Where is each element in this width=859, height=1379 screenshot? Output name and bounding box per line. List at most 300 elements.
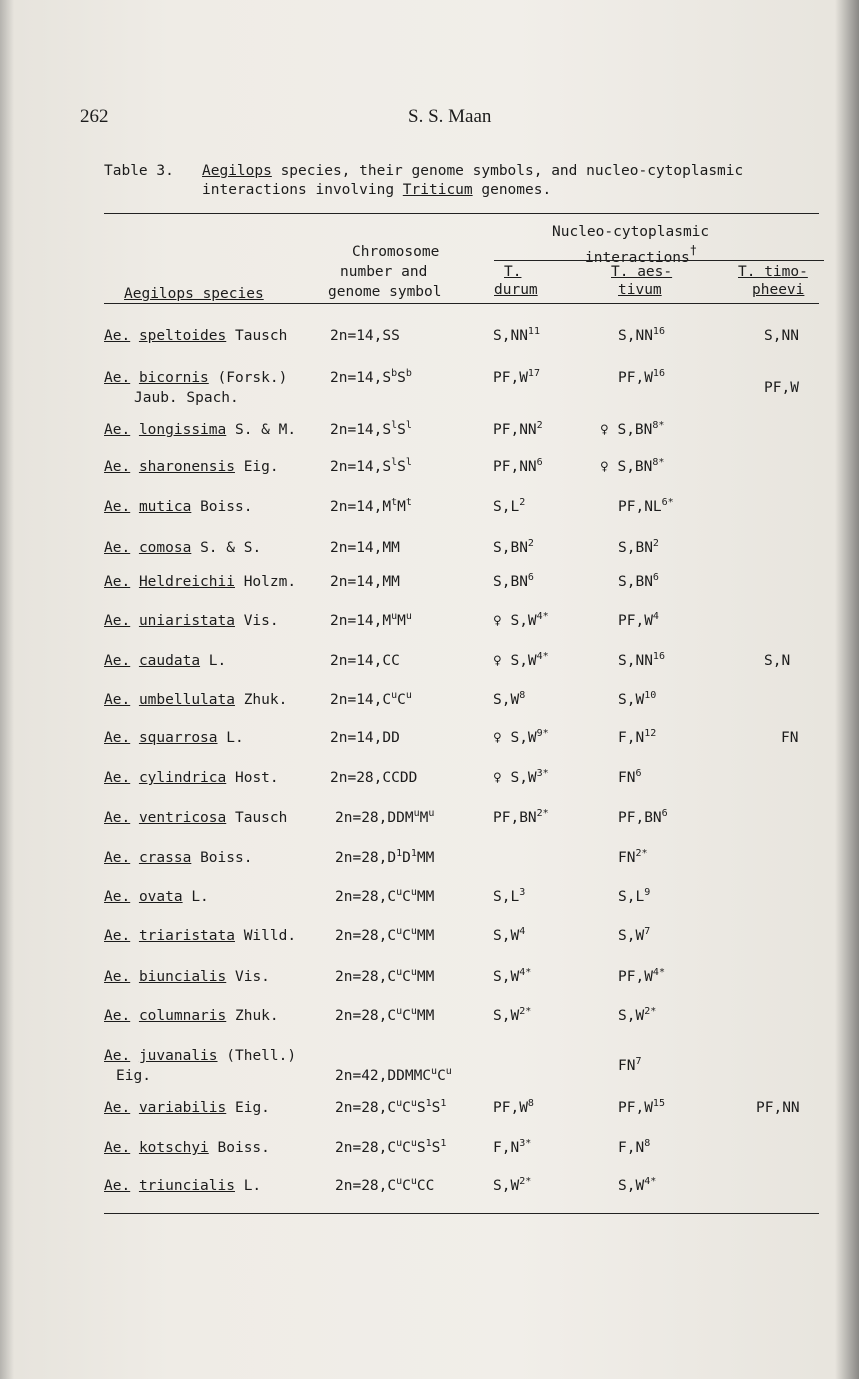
table-row [0, 1046, 859, 1086]
species-name: juvanalis [138, 1048, 218, 1064]
table-row [0, 1176, 859, 1216]
species-name: sharonensis [138, 459, 235, 475]
genus-abbrev: Ae. [104, 969, 131, 985]
species-name: uniaristata [138, 613, 235, 629]
page-number: 262 [80, 106, 109, 127]
species-cell [104, 728, 244, 748]
durum-cell [493, 1006, 531, 1026]
table-row [0, 728, 859, 768]
chromosome-text: 2n=28,C [335, 928, 397, 944]
aestivum-value: PF,W [618, 969, 653, 985]
durum-sup: 2 [527, 538, 534, 549]
aestivum-cell [618, 1056, 642, 1076]
chromosome-cell [335, 808, 434, 828]
caption-line-1 [202, 162, 743, 181]
aestivum-value: PF,NL [618, 499, 662, 515]
chromosome-text: C [402, 1100, 411, 1116]
species-cell [104, 1006, 279, 1026]
aestivum-cell [618, 572, 659, 592]
table-row [0, 768, 859, 808]
chromosome-cell [335, 1006, 434, 1026]
species-authority: Boiss. [200, 499, 253, 515]
genus-abbrev: Ae. [104, 574, 131, 590]
aestivum-sup: 16 [652, 368, 665, 379]
chromosome-text: C [402, 1140, 411, 1156]
aestivum-cell [618, 651, 665, 671]
chromosome-sup: b [391, 368, 398, 379]
table-row [0, 368, 859, 408]
durum-cell [493, 651, 549, 671]
aestivum-value: S,BN [618, 574, 653, 590]
chromosome-text: 2n=14,M [330, 499, 392, 515]
aestivum-value: PF,W [618, 1100, 653, 1116]
species-cell [104, 1176, 261, 1196]
durum-cell [493, 420, 543, 440]
chromosome-text: 2n=14,S [330, 459, 392, 475]
timopheevi-cell [764, 378, 799, 398]
durum-sup: 3 [519, 887, 526, 898]
chromosome-text: S [431, 1140, 441, 1156]
species-name: bicornis [138, 370, 209, 386]
species-name: longissima [138, 422, 227, 438]
chromosome-text: 2n=28,DDM [335, 810, 414, 826]
species-authority: Zhuk. [243, 692, 288, 708]
aestivum-sup: 2* [635, 848, 648, 859]
genus-abbrev: Ae. [104, 613, 131, 629]
chromosome-text: 2n=28,C [335, 1178, 397, 1194]
chromosome-text: 2n=14,C [330, 692, 392, 708]
table-row [0, 497, 859, 537]
aestivum-value: S,BN [618, 540, 653, 556]
species-authority: (Thell.) [226, 1048, 297, 1064]
chromosome-text: C [437, 1068, 446, 1084]
species-cell [104, 690, 287, 710]
genus-abbrev: Ae. [104, 499, 131, 515]
aestivum-cell [618, 538, 659, 558]
species-cell [104, 326, 287, 346]
caption-text-1: species, their genome symbols, and nucleo-cytoplasmic [271, 163, 744, 179]
chromosome-sup: l [391, 420, 398, 431]
aestivum-cell [618, 1176, 656, 1196]
species-name: biuncialis [138, 969, 227, 985]
chromosome-cell [335, 1098, 446, 1118]
durum-sup: 2* [536, 808, 549, 819]
durum-sup: 3* [536, 768, 549, 779]
header-chrom-3: genome symbol [328, 284, 442, 300]
durum-cell [493, 768, 549, 788]
chromosome-cell [330, 572, 400, 592]
species-cell [104, 1098, 270, 1118]
species-name: caudata [138, 653, 201, 669]
aestivum-sup: 2* [644, 1006, 657, 1017]
durum-cell [493, 690, 525, 710]
durum-cell [493, 967, 531, 987]
chromosome-sup: u [405, 611, 412, 622]
durum-cell [493, 728, 549, 748]
aestivum-cell [618, 1098, 665, 1118]
table-row [0, 611, 859, 651]
chromosome-text: MM [416, 928, 435, 944]
table-row [0, 572, 859, 612]
aestivum-cell [618, 967, 665, 987]
aestivum-sup: 12 [644, 728, 657, 739]
table-bottom-rule [104, 1213, 819, 1214]
table-row [0, 420, 859, 460]
chromosome-sup: u [396, 1138, 403, 1149]
aestivum-sup: 6 [635, 768, 642, 779]
chromosome-sup: 1 [425, 1098, 432, 1109]
genus-abbrev: Ae. [104, 1048, 131, 1064]
chromosome-sup: u [405, 690, 412, 701]
chromosome-text: S [397, 370, 406, 386]
species-name: ventricosa [138, 810, 227, 826]
chromosome-sup: u [396, 1176, 403, 1187]
chromosome-cell [330, 538, 400, 558]
durum-sup: 6 [536, 457, 543, 468]
species-authority: Eig. [234, 1100, 270, 1116]
durum-value: S,BN [493, 574, 528, 590]
species-name: umbellulata [138, 692, 235, 708]
timopheevi-cell [781, 728, 798, 748]
durum-cell [493, 611, 549, 631]
species-authority: Tausch [234, 810, 288, 826]
chromosome-sup: t [391, 497, 398, 508]
chromosome-text: 2n=14,DD [330, 730, 400, 746]
aestivum-cell [618, 808, 668, 828]
aestivum-cell [618, 1138, 650, 1158]
durum-value: S,W [493, 1008, 520, 1024]
species-cell [104, 420, 296, 440]
aestivum-value: PF,BN [618, 810, 662, 826]
species-name: comosa [138, 540, 192, 556]
chromosome-sup: u [431, 1066, 438, 1077]
chromosome-sup: u [410, 1098, 417, 1109]
species-cell [104, 368, 287, 388]
durum-cell [493, 926, 525, 946]
species-cell [104, 1138, 270, 1158]
aestivum-sup: 8* [652, 457, 665, 468]
aestivum-cell [618, 368, 665, 388]
durum-cell [493, 368, 540, 388]
table-row [0, 926, 859, 966]
chromosome-text: S [431, 1100, 441, 1116]
chromosome-text: 2n=28,CCDD [330, 770, 418, 786]
aestivum-value: FN [618, 1058, 636, 1074]
chromosome-text: C [402, 969, 411, 985]
aestivum-cell [618, 611, 659, 631]
durum-value: PF,BN [493, 810, 537, 826]
aestivum-cell [618, 497, 674, 517]
durum-sup: 8 [527, 1098, 534, 1109]
chromosome-cell [335, 1138, 446, 1158]
aestivum-value: F,N [618, 1140, 645, 1156]
genus-abbrev: Ae. [104, 730, 131, 746]
chromosome-cell [330, 728, 400, 748]
aestivum-cell [618, 728, 656, 748]
chromosome-text: D [402, 850, 411, 866]
aestivum-value: FN [618, 850, 636, 866]
species-cell [104, 926, 296, 946]
species-authority: L. [191, 889, 209, 905]
caption-line-2 [202, 181, 551, 200]
genus-abbrev: Ae. [104, 889, 131, 905]
chromosome-cell [330, 420, 412, 440]
aestivum-sup: 4* [644, 1176, 657, 1187]
chromosome-sup: 1 [410, 848, 417, 859]
chromosome-sup: l [391, 457, 398, 468]
table-row [0, 1006, 859, 1046]
chromosome-sup: l [405, 420, 412, 431]
chromosome-sup: u [410, 1138, 417, 1149]
durum-sup: 11 [527, 326, 540, 337]
timopheevi-value: PF,NN [756, 1100, 800, 1116]
aestivum-value: S,W [618, 692, 645, 708]
durum-value: PF,NN [493, 422, 537, 438]
durum-sup: 6 [527, 572, 534, 583]
chromosome-text: 2n=14,M [330, 613, 392, 629]
species-name: triaristata [138, 928, 235, 944]
chromosome-sup: u [391, 611, 398, 622]
header-durum-1: T. [504, 264, 522, 280]
genus-abbrev: Ae. [104, 1178, 131, 1194]
header-durum-2: durum [494, 282, 538, 298]
species-name: mutica [138, 499, 192, 515]
durum-sup: 3* [519, 1138, 532, 1149]
durum-sup: 4* [536, 611, 549, 622]
chromosome-text: S [416, 1140, 426, 1156]
durum-sup: 9* [536, 728, 549, 739]
genus-abbrev: Ae. [104, 1100, 131, 1116]
durum-cell [493, 572, 534, 592]
durum-cell [493, 538, 534, 558]
species-name: Heldreichii [138, 574, 235, 590]
species-authority: Vis. [243, 613, 279, 629]
chromosome-sup: u [396, 1006, 403, 1017]
durum-value: S,L [493, 499, 520, 515]
header-group-text: interactions [585, 250, 690, 266]
timopheevi-value: PF,W [764, 380, 799, 396]
chromosome-text: 2n=28,C [335, 1140, 397, 1156]
species-name: cylindrica [138, 770, 227, 786]
species-name: variabilis [138, 1100, 227, 1116]
species-authority: L. [208, 653, 227, 669]
species-authority: S. & S. [200, 540, 262, 556]
header-timopheevi-1: T. timo- [738, 264, 808, 280]
durum-value: F,N [493, 1140, 520, 1156]
chromosome-text: 2n=28,C [335, 889, 397, 905]
chromosome-cell [330, 651, 400, 671]
chromosome-text: 2n=28,C [335, 1100, 397, 1116]
aestivum-value: ♀ S,BN [600, 459, 653, 475]
chromosome-sup: u [445, 1066, 452, 1077]
species-authority-line-2: Jaub. Spach. [134, 390, 239, 406]
timopheevi-value: S,N [764, 653, 791, 669]
species-authority-line-2: Eig. [116, 1068, 151, 1084]
header-group-rule [494, 260, 824, 261]
genus-abbrev: Ae. [104, 1140, 131, 1156]
aestivum-sup: 2 [652, 538, 659, 549]
caption-text-2: interactions involving [202, 182, 403, 198]
species-cell [104, 1046, 296, 1066]
header-aestivum-2: tivum [618, 282, 662, 298]
species-name: squarrosa [138, 730, 218, 746]
genus-abbrev: Ae. [104, 928, 131, 944]
aestivum-sup: 8* [652, 420, 665, 431]
aestivum-cell [618, 1006, 656, 1026]
timopheevi-cell [764, 651, 790, 671]
chromosome-sup: 1 [425, 1138, 432, 1149]
chromosome-cell [330, 326, 400, 346]
chromosome-text: M [397, 613, 406, 629]
chromosome-text: 2n=14,S [330, 370, 392, 386]
chromosome-sup: 1 [440, 1098, 447, 1109]
table-row [0, 651, 859, 691]
chromosome-text: MM [416, 850, 435, 866]
aestivum-sup: 6 [652, 572, 659, 583]
species-cell [104, 572, 296, 592]
chromosome-text: 2n=14,S [330, 422, 392, 438]
durum-sup: 8 [519, 690, 526, 701]
chromosome-sup: t [405, 497, 412, 508]
chromosome-sup: u [396, 1098, 403, 1109]
genus-abbrev: Ae. [104, 540, 131, 556]
chromosome-cell [335, 887, 434, 907]
chromosome-sup: u [410, 1006, 417, 1017]
species-cell [104, 538, 261, 558]
header-chrom-2: number and [340, 264, 428, 280]
aestivum-sup: 10 [644, 690, 657, 701]
aestivum-sup: 7 [644, 926, 651, 937]
table-label: Table 3. [104, 163, 174, 179]
table-row [0, 457, 859, 497]
durum-sup: 2* [519, 1176, 532, 1187]
species-authority: Boiss. [200, 850, 253, 866]
species-authority: Vis. [234, 969, 270, 985]
durum-sup: 2 [519, 497, 526, 508]
durum-value: S,L [493, 889, 520, 905]
aestivum-value: PF,W [618, 370, 653, 386]
durum-sup: 4 [519, 926, 526, 937]
chromosome-text: 2n=14,MM [330, 540, 400, 556]
species-cell [104, 651, 226, 671]
chromosome-text: MM [416, 889, 435, 905]
header-bottom-rule [104, 303, 819, 304]
chromosome-sup: u [391, 690, 398, 701]
chromosome-sup: u [428, 808, 435, 819]
durum-sup: 2* [519, 1006, 532, 1017]
aestivum-cell [618, 848, 648, 868]
chromosome-text: C [402, 889, 411, 905]
species-name: triuncialis [138, 1178, 235, 1194]
aestivum-value: S,W [618, 1178, 645, 1194]
durum-value: S,W [493, 1178, 520, 1194]
chromosome-text: C [402, 928, 411, 944]
timopheevi-value: S,NN [764, 328, 799, 344]
header-species: Aegilops species [124, 286, 264, 302]
aestivum-value: S,L [618, 889, 645, 905]
chromosome-text: M [419, 810, 429, 826]
species-authority: L. [243, 1178, 262, 1194]
chromosome-cell [335, 967, 434, 987]
durum-cell [493, 1176, 531, 1196]
chromosome-sup: u [413, 808, 420, 819]
species-cell [104, 887, 209, 907]
table-top-rule [104, 213, 819, 214]
species-cell [104, 497, 252, 517]
genus-abbrev: Ae. [104, 459, 131, 475]
header-chrom-1: Chromosome [352, 244, 440, 260]
durum-sup: 2 [536, 420, 543, 431]
aestivum-value: S,NN [618, 653, 653, 669]
running-head: S. S. Maan [408, 106, 492, 127]
aestivum-cell [600, 420, 664, 440]
durum-cell [493, 457, 543, 477]
chromosome-sup: 1 [396, 848, 403, 859]
caption-triticum: Triticum [402, 182, 473, 198]
durum-sup: 4* [536, 651, 549, 662]
aestivum-cell [618, 690, 656, 710]
durum-value: S,W [493, 928, 520, 944]
table-row [0, 690, 859, 730]
chromosome-cell [330, 457, 412, 477]
timopheevi-cell [756, 1098, 800, 1118]
chromosome-cell [335, 1176, 434, 1196]
species-cell [104, 848, 252, 868]
durum-cell [493, 1098, 534, 1118]
durum-value: PF,NN [493, 459, 537, 475]
caption-genus: Aegilops [202, 163, 272, 179]
aestivum-cell [618, 887, 650, 907]
chromosome-text: C [402, 1178, 411, 1194]
chromosome-text: 2n=28,C [335, 1008, 397, 1024]
chromosome-sup: u [410, 967, 417, 978]
aestivum-cell [600, 457, 664, 477]
aestivum-sup: 15 [652, 1098, 665, 1109]
table-row [0, 848, 859, 888]
chromosome-text: 2n=28,C [335, 969, 397, 985]
table-row [0, 808, 859, 848]
species-cell [104, 808, 287, 828]
species-name: speltoides [138, 328, 227, 344]
aestivum-value: F,N [618, 730, 645, 746]
chromosome-sup: u [396, 967, 403, 978]
durum-value: ♀ S,W [493, 653, 537, 669]
aestivum-sup: 16 [652, 651, 665, 662]
genus-abbrev: Ae. [104, 850, 131, 866]
chromosome-sup: u [410, 887, 417, 898]
durum-value: ♀ S,W [493, 730, 537, 746]
chromosome-text: S [416, 1100, 426, 1116]
chromosome-cell [330, 690, 412, 710]
chromosome-cell [330, 611, 412, 631]
aestivum-sup: 4 [652, 611, 659, 622]
table-row [0, 967, 859, 1007]
chromosome-sup: u [396, 926, 403, 937]
durum-cell [493, 808, 549, 828]
genus-abbrev: Ae. [104, 422, 131, 438]
durum-value: ♀ S,W [493, 613, 537, 629]
chromosome-sup: u [410, 926, 417, 937]
chromosome-cell [335, 926, 434, 946]
chromosome-text: CC [416, 1178, 435, 1194]
aestivum-value: S,W [618, 1008, 645, 1024]
aestivum-sup: 9 [644, 887, 651, 898]
chromosome-text: M [397, 499, 406, 515]
durum-value: PF,W [493, 370, 528, 386]
species-authority: Willd. [243, 928, 297, 944]
chromosome-sup: u [396, 887, 403, 898]
table-row [0, 887, 859, 927]
